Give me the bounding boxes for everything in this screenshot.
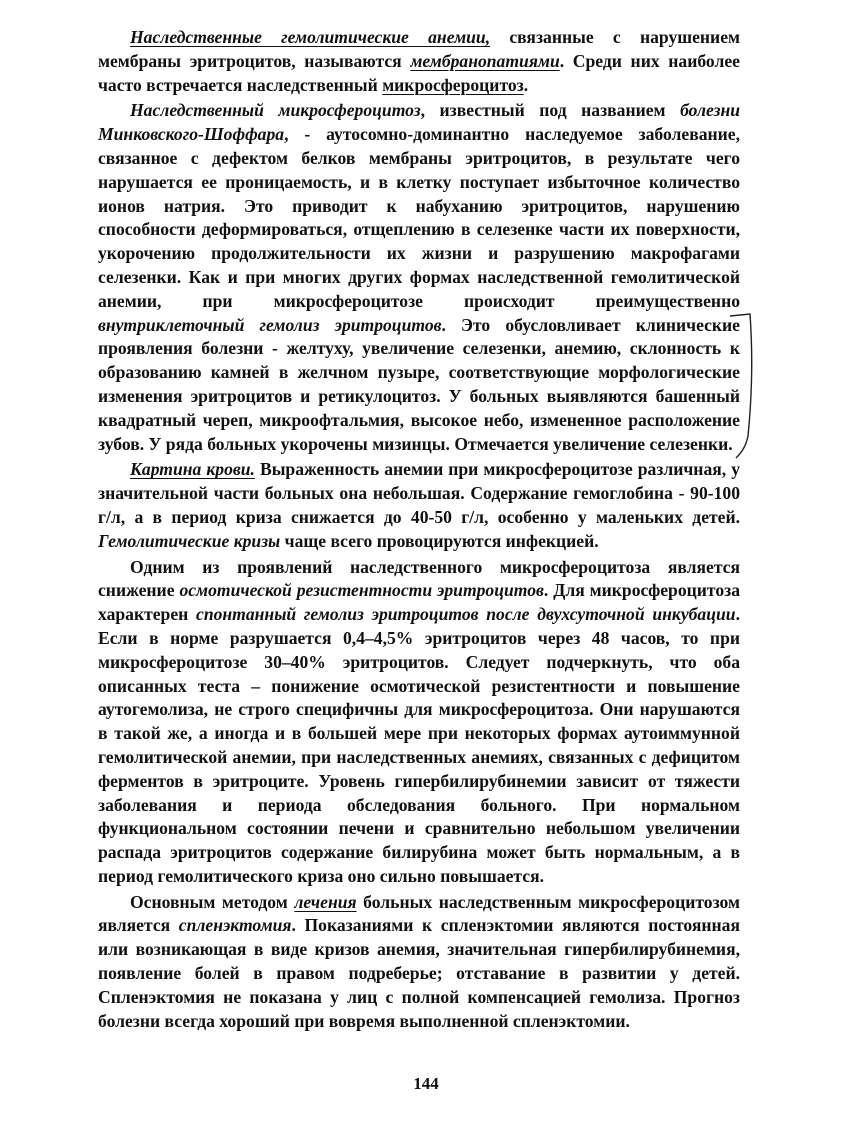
- term-microspherocytosis: микросфероцитоз: [382, 74, 524, 95]
- term-spontaneous-hemolysis: спонтанный гемолиз эритроцитов после двухсуточной инкубации: [196, 604, 736, 625]
- text-run: Выраженность анемии при микросфероцитозе различная, у значительной части больных она небольшая. Содержание гемоглобина - 90-100 г/л, а в период криза снижается до 40-50 г/л, особенно у маленьких детей.: [98, 459, 740, 527]
- term-osmotic-resistance: осмотической резистентности эритроцитов: [179, 580, 544, 601]
- text-run: . Среди них наиболее часто встречается наследственный: [98, 50, 740, 95]
- paragraph-blood-picture: [98, 458, 740, 553]
- term-hereditary-hemolytic-anemias: Наследственные гемолитические анемии,: [130, 27, 491, 47]
- text-run: , - аутосомно-доминантно наследуемое заболевание, связанное с дефектом белков мембраны эритроцитов, в результате чего нарушается ее проницаемость, и в клетку поступает избыточное количество ионов натрия. Это приводит к набуханию эритроцитов, нарушению способности деформироваться, отщеплению в селезенке части их поверхности, укорочению продолжительности их жизни и разрушению макрофагами селезенки. Как и при многих других формах наследственной гемолитической анемии, при микросфероцитозе происходит преимущественно: [98, 124, 740, 311]
- term-membranopathies: мембранопатиями: [410, 50, 560, 71]
- text-run: связанные с нарушением мембраны эритроцитов, называются: [98, 27, 740, 71]
- paragraph-membranopathies: [98, 26, 740, 97]
- text-run: . Показаниями к спленэктомии являются постоянная или возникающая в виде кризов анемия, значительная гипербилирубинемия, появление болей в правом подреберье; отставание в развитии у детей. Спленэктомия не показана у лиц с полной компенсацией гемолиза. Прогноз болезни всегда хороший при вовремя выполненной спленэктомии.: [98, 915, 740, 1031]
- term-hemolytic-crises: Гемолитические кризы: [98, 530, 281, 551]
- text-run: чаще всего провоцируются инфекцией.: [280, 530, 599, 551]
- page-body: [98, 26, 740, 1033]
- text-run: . Если в норме разрушается 0,4–4,5% эритроцитов через 48 часов, то при микросфероцитозе 30–40% эритроцитов. Следует подчеркнуть, что оба описанных теста – понижение осмотической резистентности и повышение аутогемолиза, не строго специфичны для микросфероцитоза. Они нарушаются в такой же, а иногда и в большей мере при некоторых формах аутоиммунной гемолитической анемии, при наследственных анемиях, связанных с дефицитом ферментов в эритроците. Уровень гипербилирубинемии зависит от тяжести заболевания и периода обследования больного. При нормальном функциональном состоянии печени и сравнительно небольшом увеличении распада эритроцитов содержание билирубина может быть нормальным, а в период гемолитического криза оно сильно повышается.: [98, 604, 740, 886]
- paragraph-treatment: [98, 891, 740, 1034]
- paragraph-osmotic-resistance: [98, 556, 740, 889]
- term-intracellular-hemolysis: внутриклеточный гемолиз эритроцитов: [98, 314, 442, 335]
- text-run: Основным методом: [130, 891, 295, 912]
- term-splenectomy: спленэктомия: [178, 915, 292, 936]
- page-number: 144: [413, 1074, 439, 1093]
- paragraph-microspherocytosis: [98, 99, 740, 456]
- text-run: . Для микросфероцитоза характерен: [98, 580, 740, 625]
- text-run: Одним из проявлений наследственного микросфероцитоза является снижение: [98, 556, 740, 601]
- term-minkowski-chauffard: болезни Минковского-Шоффара: [98, 100, 740, 145]
- term-treatment: лечения: [294, 891, 357, 912]
- text-run: . Это обусловливает клинические проявления болезни - желтуху, увеличение селезенки, анемию, склонность к образованию камней в желчном пузыре, соответствующие морфологические изменения эритроцитов и ретикулоцитоз. У больных выявляются башенный квадратный череп, микроофтальмия, высокое небо, измененное расположение зубов. У ряда больных укорочены мизинцы. Отмечается увеличение селезенки.: [98, 314, 740, 454]
- margin-bracket-mark: [728, 296, 758, 461]
- text-run: больных наследственным микросфероцитозом является: [98, 891, 740, 936]
- text-run: .: [523, 74, 529, 95]
- term-hereditary-microspherocytosis: Наследственный микросфероцитоз: [130, 100, 421, 121]
- text-run: , известный под названием: [420, 100, 681, 121]
- term-blood-picture: Картина крови.: [130, 459, 255, 480]
